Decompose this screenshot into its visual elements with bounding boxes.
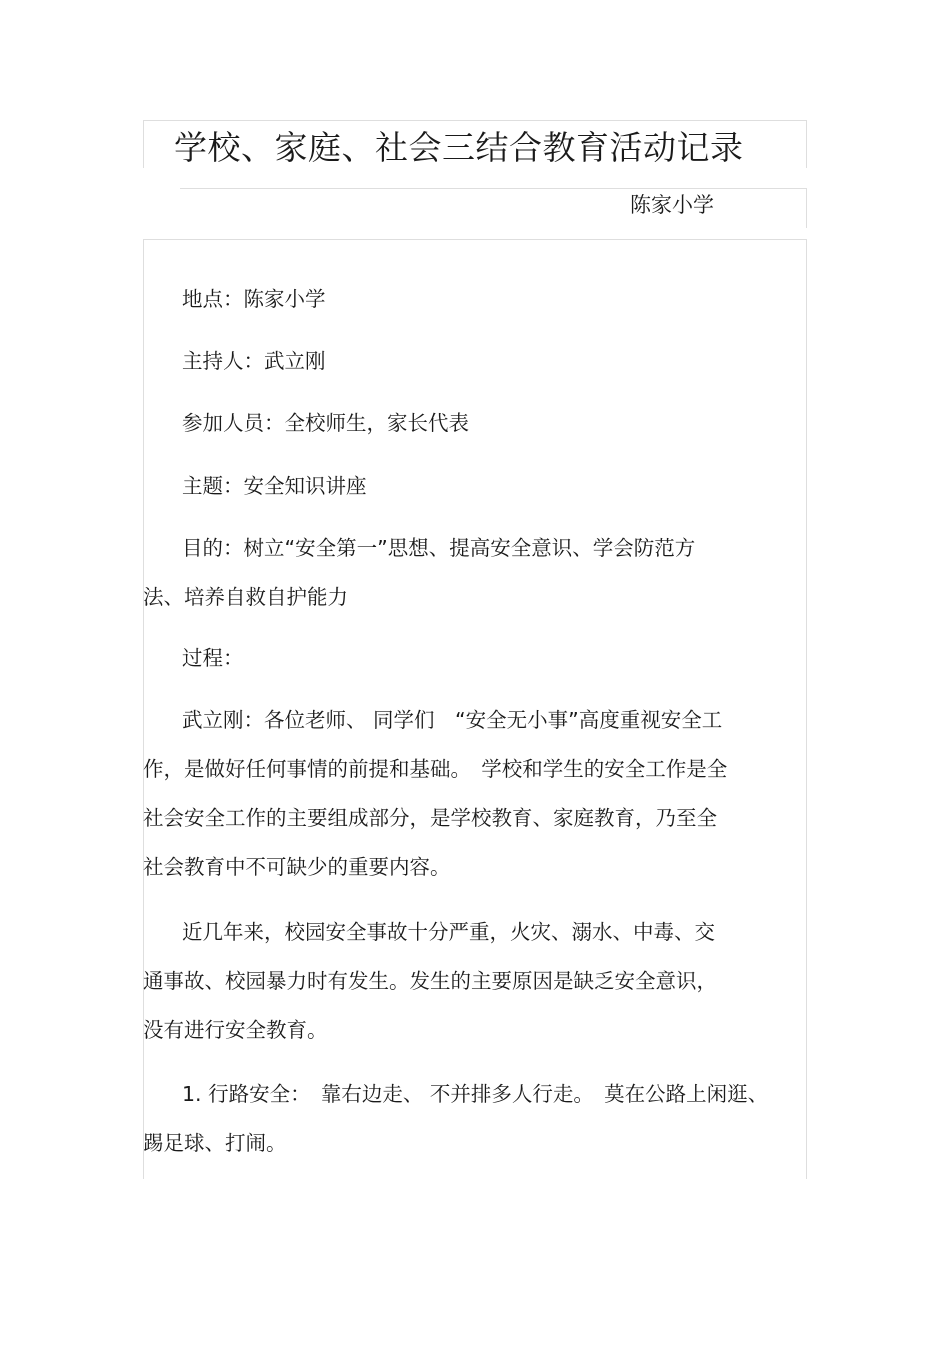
document-title: 学校、家庭、社会三结合教育活动记录	[174, 128, 744, 167]
body-paragraph	[143, 696, 793, 892]
paragraph-line: 没有进行安全教育。	[143, 1018, 328, 1042]
frame-line-right-2	[806, 188, 807, 228]
body-paragraph	[143, 275, 793, 324]
body-paragraph	[143, 524, 793, 622]
frame-line-left-1	[143, 120, 144, 168]
frame-line-right-3	[806, 239, 807, 1179]
paragraph-line: 参加人员：全校师生，家长代表	[182, 411, 469, 435]
paragraph-line: 过程：	[182, 646, 244, 670]
paragraph-line: 踢足球、打闹。	[143, 1131, 287, 1155]
frame-line-right-1	[806, 120, 807, 168]
body-paragraph	[143, 337, 793, 386]
frame-line-top-1	[143, 120, 807, 121]
paragraph-line: 主题：安全知识讲座	[182, 474, 367, 498]
school-name: 陈家小学	[630, 193, 714, 217]
paragraph-line: 法、培养自救自护能力	[143, 585, 348, 609]
paragraph-line: 1. 行路安全： 靠右边走、 不并排多人行走。 莫在公路上闲逛、	[182, 1082, 769, 1106]
paragraph-line: 社会安全工作的主要组成部分，是学校教育、家庭教育，乃至全	[143, 806, 717, 830]
paragraph-line: 主持人：武立刚	[182, 349, 326, 373]
body-paragraph	[143, 634, 793, 683]
paragraph-line: 武立刚：各位老师、 同学们 “安全无小事”高度重视安全工	[182, 708, 723, 732]
body-paragraph	[143, 399, 793, 448]
paragraph-line: 地点：陈家小学	[182, 287, 326, 311]
paragraph-line: 社会教育中不可缺少的重要内容。	[143, 855, 451, 879]
paragraph-line: 通事故、校园暴力时有发生。发生的主要原因是缺乏安全意识，	[143, 969, 717, 993]
paragraph-line: 作，是做好任何事情的前提和基础。 学校和学生的安全工作是全	[143, 757, 728, 781]
body-paragraph	[143, 462, 793, 511]
body-paragraph	[143, 908, 793, 1055]
body-paragraph	[143, 1070, 793, 1168]
paragraph-line: 近几年来，校园安全事故十分严重，火灾、溺水、中毒、交	[182, 920, 715, 944]
paragraph-line: 目的：树立“安全第一”思想、提高安全意识、学会防范方	[182, 536, 696, 560]
frame-line-top-3	[143, 239, 807, 240]
